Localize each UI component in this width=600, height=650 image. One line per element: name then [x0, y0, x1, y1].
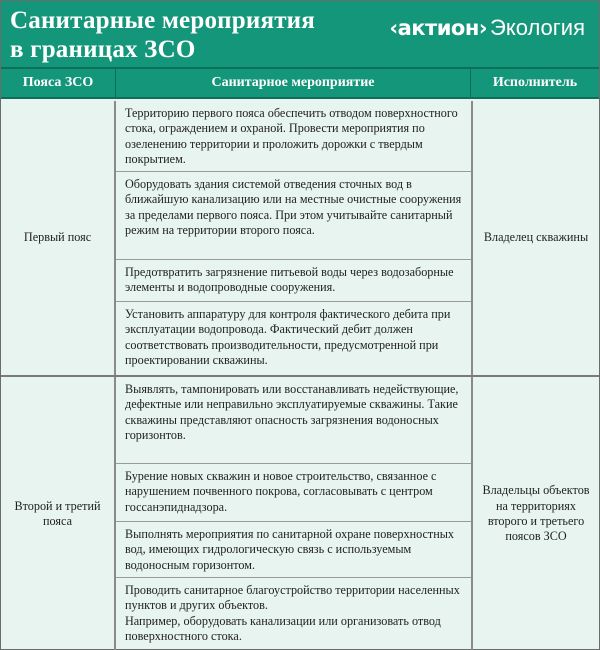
- column-header-executor: Исполнитель: [471, 69, 599, 99]
- aktion-ecology-logo: [389, 15, 585, 41]
- header-banner: [1, 1, 599, 69]
- logo-brand: ‹актион›: [389, 16, 488, 40]
- column-header-zones: Пояса ЗСО: [1, 69, 116, 99]
- measure-cell: Проводить санитарное благоустройство территории населенных пунктов и других объектов. Например, оборудовать канализации или организовать отвод поверхностного стока.: [125, 583, 460, 643]
- measure-cell: Установить аппаратуру для контроля фактического дебита при эксплуатации водопровода. Фактический дебит должен соответствовать производительности, предусмотренной при проектировании скважины.: [125, 307, 451, 367]
- zone-cell-first: Первый пояс: [1, 101, 116, 375]
- zone-cell-second-third: Второй и третий пояса: [1, 377, 116, 650]
- measure-cell: Предотвратить загрязнение питьевой воды через водозаборные элементы и водопроводные сооружения.: [116, 260, 471, 302]
- column-header-measure: Санитарное мероприятие: [116, 69, 471, 99]
- executor-cell-first: Владелец скважины: [471, 101, 599, 375]
- logo-sub: Экология: [490, 15, 585, 40]
- measure-cell: Выполнять мероприятия по санитарной охране поверхностных вод, имеющих гидрологическую связь с используемым водоносным горизонтом.: [116, 522, 471, 578]
- measure-cell: Оборудовать здания системой отведения сточных вод в ближайшую канализацию или на местные очистные сооружения за пределами первого пояса. При этом учитывайте санитарный режим на территории второго пояса.: [116, 172, 471, 260]
- title-line-2: в границах ЗСО: [10, 36, 196, 63]
- page-title: [10, 6, 315, 64]
- measure-cell: Территорию первого пояса обеспечить отводом поверхностного стока, ограждением и охраной. Провести мероприятия по озеленению территории и проложить дорожки с твердым покрытием.: [116, 101, 471, 172]
- measure-cell: Выявлять, тампонировать или восстанавливать недействующие, дефектные или неправильно эксплуатируемые скважины. Такие скважины представляют опасность загрязнения водоносных горизонтов.: [116, 377, 471, 464]
- executor-cell-second-third: Владельцы объектов на территориях второго и третьего поясов ЗСО: [471, 377, 599, 650]
- title-line-1: Санитарные мероприятия: [10, 7, 315, 34]
- measure-cell: Бурение новых скважин и новое строительство, связанное с нарушением почвенного покрова, согласовывать с центром госсанэпиднадзора.: [116, 464, 471, 522]
